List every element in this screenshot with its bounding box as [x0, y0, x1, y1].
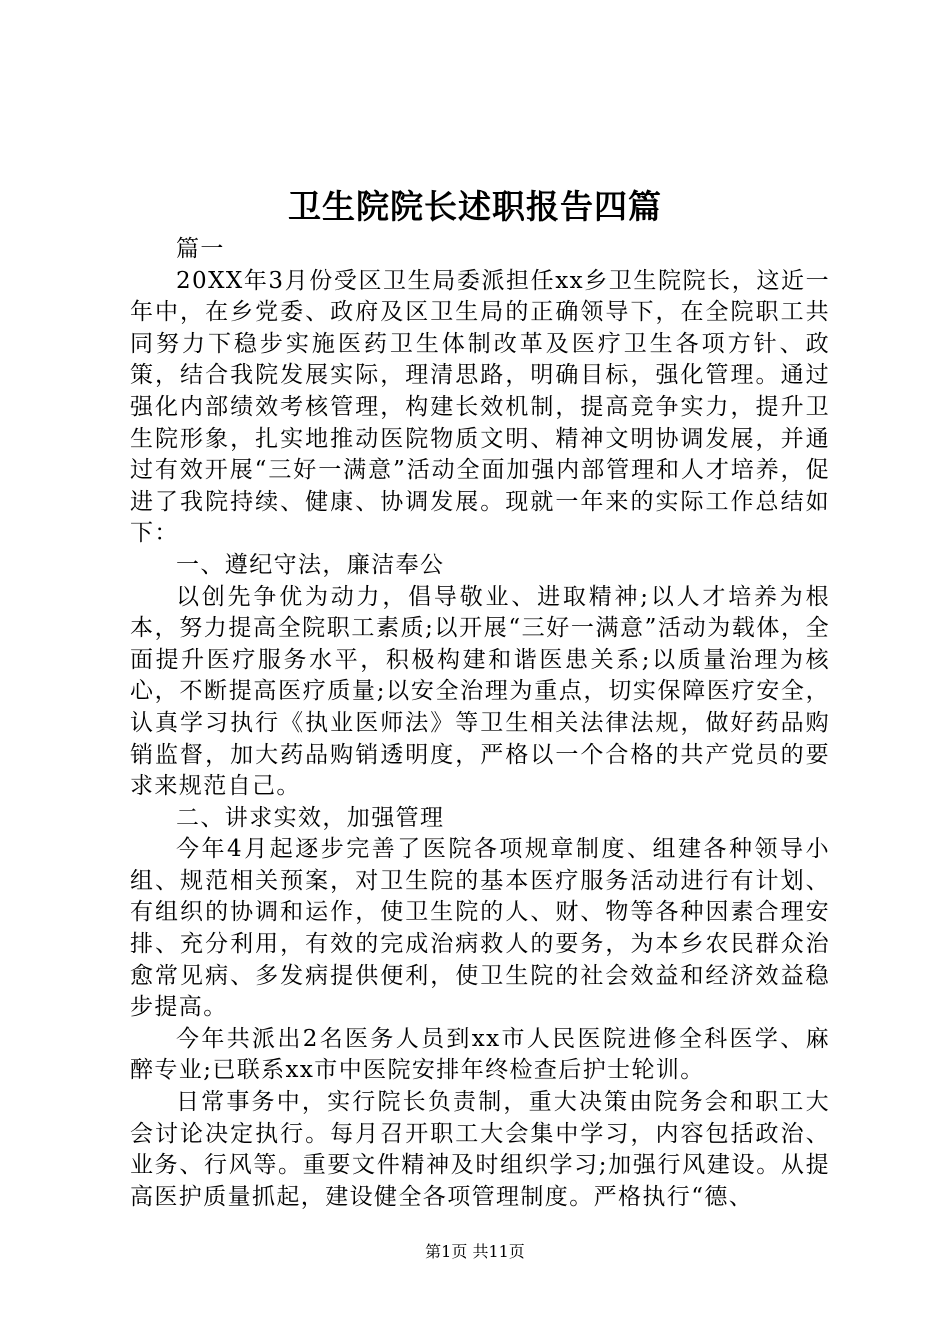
document-body [130, 234, 830, 1213]
body-paragraph: 以创先争优为动力，倡导敬业、进取精神;以人才培养为根本，努力提高全院职工素质;以开展“三好一满意”活动为载体，全面提升医疗服务水平，积极构建和谐医患关系;以质量治理为核心，不断提高医疗质量;以安全治理为重点，切实保障医疗安全，认真学习执行《执业医师法》等卫生相关法律法规，做好药品购销监督，加大药品购销透明度，严格以一个合格的共产党员的要求来规范自己。 [130, 583, 830, 800]
body-paragraph: 日常事务中，实行院长负责制，重大决策由院务会和职工大会讨论决定执行。每月召开职工大会集中学习，内容包括政治、业务、行风等。重要文件精神及时组织学习;加强行风建设。从提高医护质量抓起，建设健全各项管理制度。严格执行“德、 [130, 1089, 830, 1210]
section-heading: 一、遵纪守法，廉洁奉公 [176, 551, 445, 578]
body-paragraph: 20XX年3月份受区卫生局委派担任xx乡卫生院院长，这近一年中，在乡党委、政府及区卫生局的正确领导下，在全院职工共同努力下稳步实施医药卫生体制改革及医疗卫生各项方针、政策，结合我院发展实际，理清思路，明确目标，强化管理。通过强化内部绩效考核管理，构建长效机制，提高竞争实力，提升卫生院形象，扎实地推动医院物质文明、精神文明协调发展，并通过有效开展“三好一满意”活动全面加强内部管理和人才培养，促进了我院持续、健康、协调发展。现就一年来的实际工作总结如下： [130, 267, 830, 547]
body-paragraph: 今年4月起逐步完善了医院各项规章制度、组建各种领导小组、规范相关预案，对卫生院的基本医疗服务活动进行有计划、有组织的协调和运作，使卫生院的人、财、物等各种因素合理安排、充分利用，有效的完成治病救人的要务，为本乡农民群众治愈常见病、多发病提供便利，使卫生院的社会效益和经济效益稳步提高。 [130, 836, 830, 1021]
section-heading: 二、讲求实效，加强管理 [176, 804, 445, 831]
page-footer: 第1页 共11页 [425, 1242, 525, 1261]
document-title: 卫生院院长述职报告四篇 [288, 187, 662, 226]
section-label: 篇一 [176, 236, 225, 262]
body-paragraph: 今年共派出2名医务人员到xx市人民医院进修全科医学、麻醉专业;已联系xx市中医院安排年终检查后护士轮训。 [130, 1025, 830, 1084]
